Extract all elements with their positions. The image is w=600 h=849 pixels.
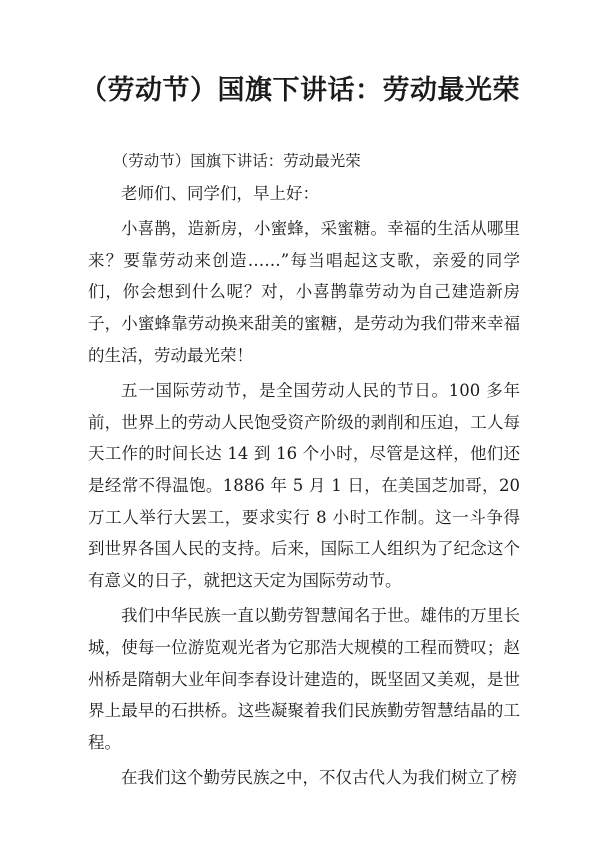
document-title: （劳动节）国旗下讲话：劳动最光荣 xyxy=(80,75,520,106)
body-paragraph-2: 五一国际劳动节，是全国劳动人民的节日。100 多年前，世界上的劳动人民饱受资产阶级的剥削和压迫，工人每天工作的时间长达 14 到 16 个小时，尽管是这样，他们还是经常不得温饱。1886 年 5 月 1 日，在美国芝加哥，20 万工人举行大罢工，要求实行 8 小时工作制。这一斗争得到世界各国人民的支持。后来，国际工人组织为了纪念这个有意义的日子，就把这天定为国际劳动节。 xyxy=(88,381,520,590)
greeting-line: 老师们、同学们，早上好： xyxy=(121,183,319,203)
document-body xyxy=(88,146,520,794)
body-paragraph-3: 我们中华民族一直以勤劳智慧闻名于世。雄伟的万里长城，使每一位游览观光者为它那浩大规模的工程而赞叹；赵州桥是隋朝大业年间李春设计建造的，既坚固又美观，是世界上最早的石拱桥。这些凝聚着我们民族勤劳智慧结晶的工程。 xyxy=(88,606,520,752)
document-subtitle: （劳动节）国旗下讲话：劳动最光荣 xyxy=(112,152,361,170)
body-paragraph-1: 小喜鹊，造新房，小蜜蜂，采蜜糖。幸福的生活从哪里来？要靠劳动来创造……”每当唱起这支歌，亲爱的同学们，你会想到什么呢？对，小喜鹊靠劳动为自己建造新房子，小蜜蜂靠劳动换来甜美的蜜糖，是劳动为我们带来幸福的生活，劳动最光荣！ xyxy=(88,219,520,365)
body-paragraph-4: 在我们这个勤劳民族之中，不仅古代人为我们树立了榜 xyxy=(121,768,517,788)
